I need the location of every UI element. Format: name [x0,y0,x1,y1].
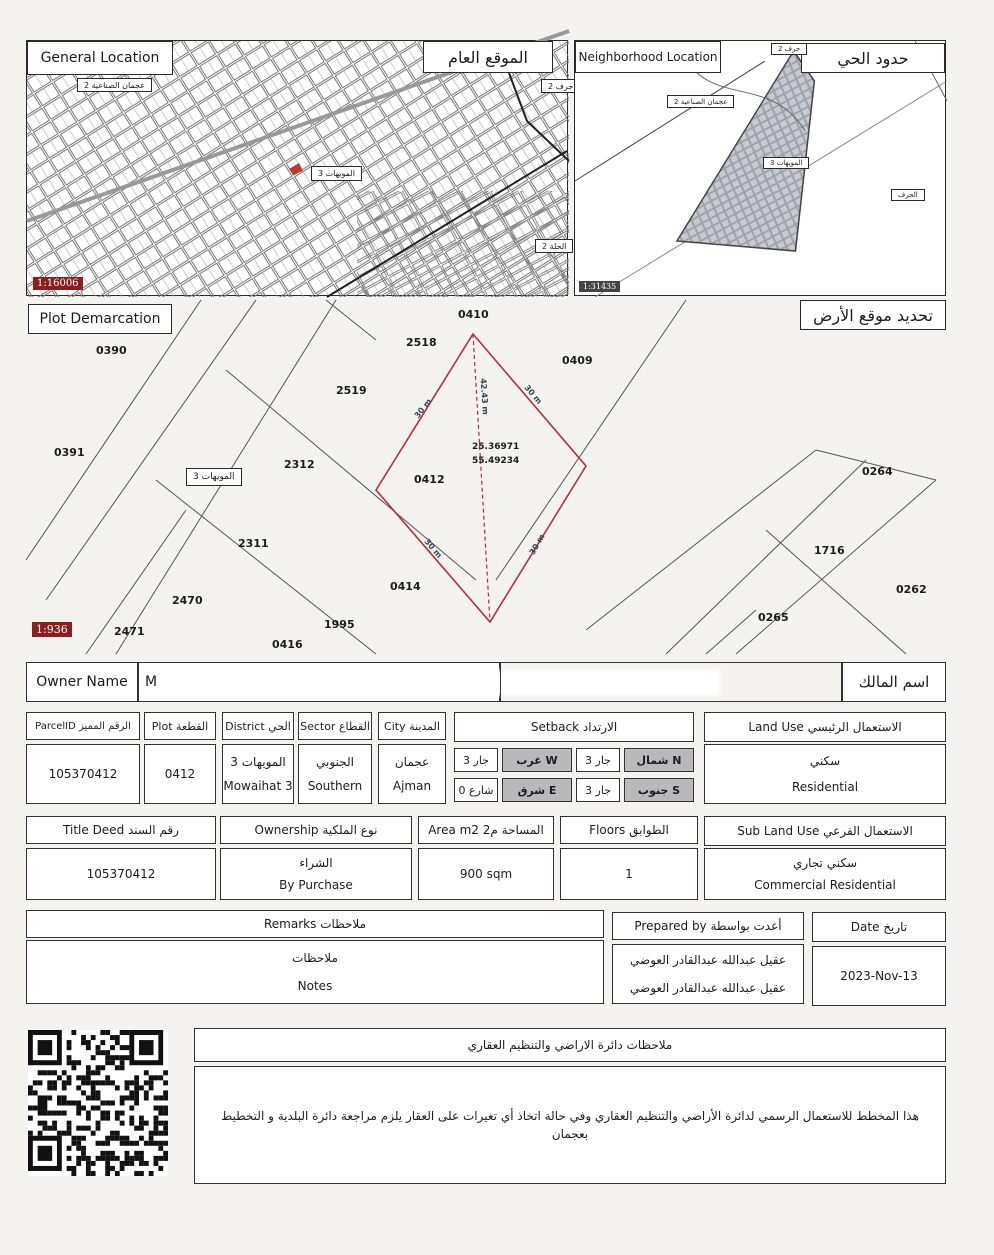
ownership-value-en: By Purchase [279,878,353,892]
land-use-value-box [704,744,946,804]
area-label: Area m2 المساحة م2 [418,816,554,844]
plot-number: 2312 [284,458,315,471]
dimension-label: 42.43 m [478,378,490,415]
prepared-by-value-box [612,944,804,1004]
city-value-box [378,744,446,804]
plot-demarcation-label-ar: تحديد موقع الأرض [800,300,946,330]
notes-title [194,1028,946,1062]
plot-number: 0390 [96,344,127,357]
setback-label: Setback الارتداد [454,712,694,742]
dimension-label: 30 m [422,537,444,560]
setback-cell: غرب W [502,748,572,772]
neighborhood-label-en: Neighborhood Location [575,41,721,73]
city-value-en: Ajman [392,779,432,793]
plot-demarcation-area [26,300,946,654]
setback-cell: جار 3 [576,778,620,802]
plot-number: 0262 [896,583,927,596]
general-location-label-ar: الموقع العام [423,41,553,73]
remarks-value-box [26,940,604,1004]
setback-cell: شرق E [502,778,572,802]
owner-name-label-ar: اسم المالك [842,662,946,702]
plot-number: 0391 [54,446,85,459]
remarks-value-ar: ملاحظات [292,951,338,965]
setback-cell: جار 3 [454,748,498,772]
sector-value-box [298,744,372,804]
plot-number: 0416 [272,638,303,651]
scale-badge: 1:936 [32,622,72,637]
remarks-value-en: Notes [297,979,333,993]
setback-cell: شارع 0 [454,778,498,802]
date-value: 2023-Nov-13 [840,969,918,983]
plot-number: 0412 [414,473,445,486]
plot-value-box [144,744,216,804]
map-tag: جرف 2 [541,79,580,93]
notes-title-text: ملاحظات دائرة الاراضي والتنظيم العقاري [467,1038,673,1052]
sector-value-ar: الجنوبي [316,755,354,769]
plot-number: 1716 [814,544,845,557]
ownership-value-ar: الشراء [299,856,333,870]
map-tag: الجرف [891,189,925,201]
district-value-box [222,744,294,804]
date-label: Date تاريخ [812,912,946,942]
coordinate: 55.49234 [472,456,520,466]
remarks-label: Remarks ملاحظات [26,910,604,938]
plot-number: 2470 [172,594,203,607]
scale-badge: 1:16006 [33,277,83,290]
neighborhood-label-ar: حدود الحي [801,43,945,73]
floors-value-box [560,848,698,900]
parcel-id-label: ParcelID الرقم المميز [26,712,140,740]
setback-cell: جنوب S [624,778,694,802]
dimension-label: 30 m [412,396,434,421]
floors-value: 1 [625,867,633,881]
dimension-label: 30 m [522,383,544,406]
owner-name-value-cont [500,662,842,702]
parcel-id-value-box [26,744,140,804]
plot-number: 0410 [458,308,489,321]
ownership-value-box [220,848,412,900]
notes-body-box [194,1066,946,1184]
map-tag: المويهات 3 [763,157,809,169]
general-location-map [26,40,574,296]
map-tag: عجمان الصناعية 2 [77,78,152,92]
owner-name-value: M [138,662,500,702]
plot-number: 2311 [238,537,269,550]
plot-number: 0409 [562,354,593,367]
plot-number: 2519 [336,384,367,397]
sub-land-use-value-ar: سكني تجاري [792,856,858,870]
city-label: City المدينة [378,712,446,740]
prepared-by-value: عقيل عبدالله عبدالقادر العوضي [630,953,786,967]
qr-code [28,1030,168,1176]
sub-land-use-value-en: Commercial Residential [754,878,896,892]
prepared-by-label: Prepared by أعدت بواسطة [612,912,804,940]
area-value-box [418,848,554,900]
scale-badge: 1:31435 [579,281,620,292]
sector-label: Sector القطاع [298,712,372,740]
plot-label: Plot القطعة [144,712,216,740]
notes-body-text: هذا المخطط للاستعمال الرسمي لدائرة الأراضي والتنظيم العقاري وفي حالة اتخاذ أي تغيرات على العقار يلزم مراجعة دائرة البلدية و التخطيط بعجمان [221,1109,919,1141]
plot-value: 0412 [164,767,196,781]
land-use-value-en: Residential [791,780,859,794]
map-tag: جرف 2 [771,43,807,55]
neighborhood-map [574,40,946,296]
setback-cell: شمال N [624,748,694,772]
setback-cell: جار 3 [576,748,620,772]
sub-land-use-value-box [704,848,946,900]
title-deed-value: 105370412 [86,867,156,881]
sector-value-en: Southern [307,779,363,793]
map-tag: الحلة 2 [535,239,573,253]
district-tag: المويهات 3 [186,468,242,486]
title-deed-value-box [26,848,216,900]
map-tag: المويهات 3 [311,166,362,181]
ownership-label: Ownership نوع الملكية [220,816,412,844]
plot-number: 1995 [324,618,355,631]
sub-land-use-label: Sub Land Use الاستعمال الفرعي [704,816,946,846]
map-tag: عجمان الصناعية 2 [667,95,734,108]
land-use-label: Land Use الاستعمال الرئيسي [704,712,946,742]
coordinate: 25.36971 [472,442,520,452]
plot-number: 2518 [406,336,437,349]
qr-code-graphic [28,1030,168,1176]
parcel-id-value: 105370412 [48,767,118,781]
plot-demarcation-graphic [26,300,946,654]
neighborhood-map-graphic [575,41,947,297]
plot-demarcation-label-en: Plot Demarcation [28,304,172,334]
dimension-label: 30 m [527,532,547,557]
owner-name-label: Owner Name [26,662,138,702]
plot-number: 0414 [390,580,421,593]
district-value-ar: المويهات 3 [230,755,286,769]
plot-number: 2471 [114,625,145,638]
land-use-value-ar: سكني [809,754,841,768]
prepared-by-value: عقيل عبدالله عبدالقادر العوضي [630,981,786,995]
plot-number: 0265 [758,611,789,624]
date-value-box [812,946,946,1006]
plot-number: 0264 [862,465,893,478]
floors-label: Floors الطوابق [560,816,698,844]
title-deed-label: Title Deed رقم السند [26,816,216,844]
district-value-en: Mowaihat 3 [223,779,293,793]
area-value: 900 sqm [459,867,513,881]
district-label: District الحي [222,712,294,740]
general-location-label-en: General Location [27,41,173,75]
city-value-ar: عجمان [394,755,430,769]
